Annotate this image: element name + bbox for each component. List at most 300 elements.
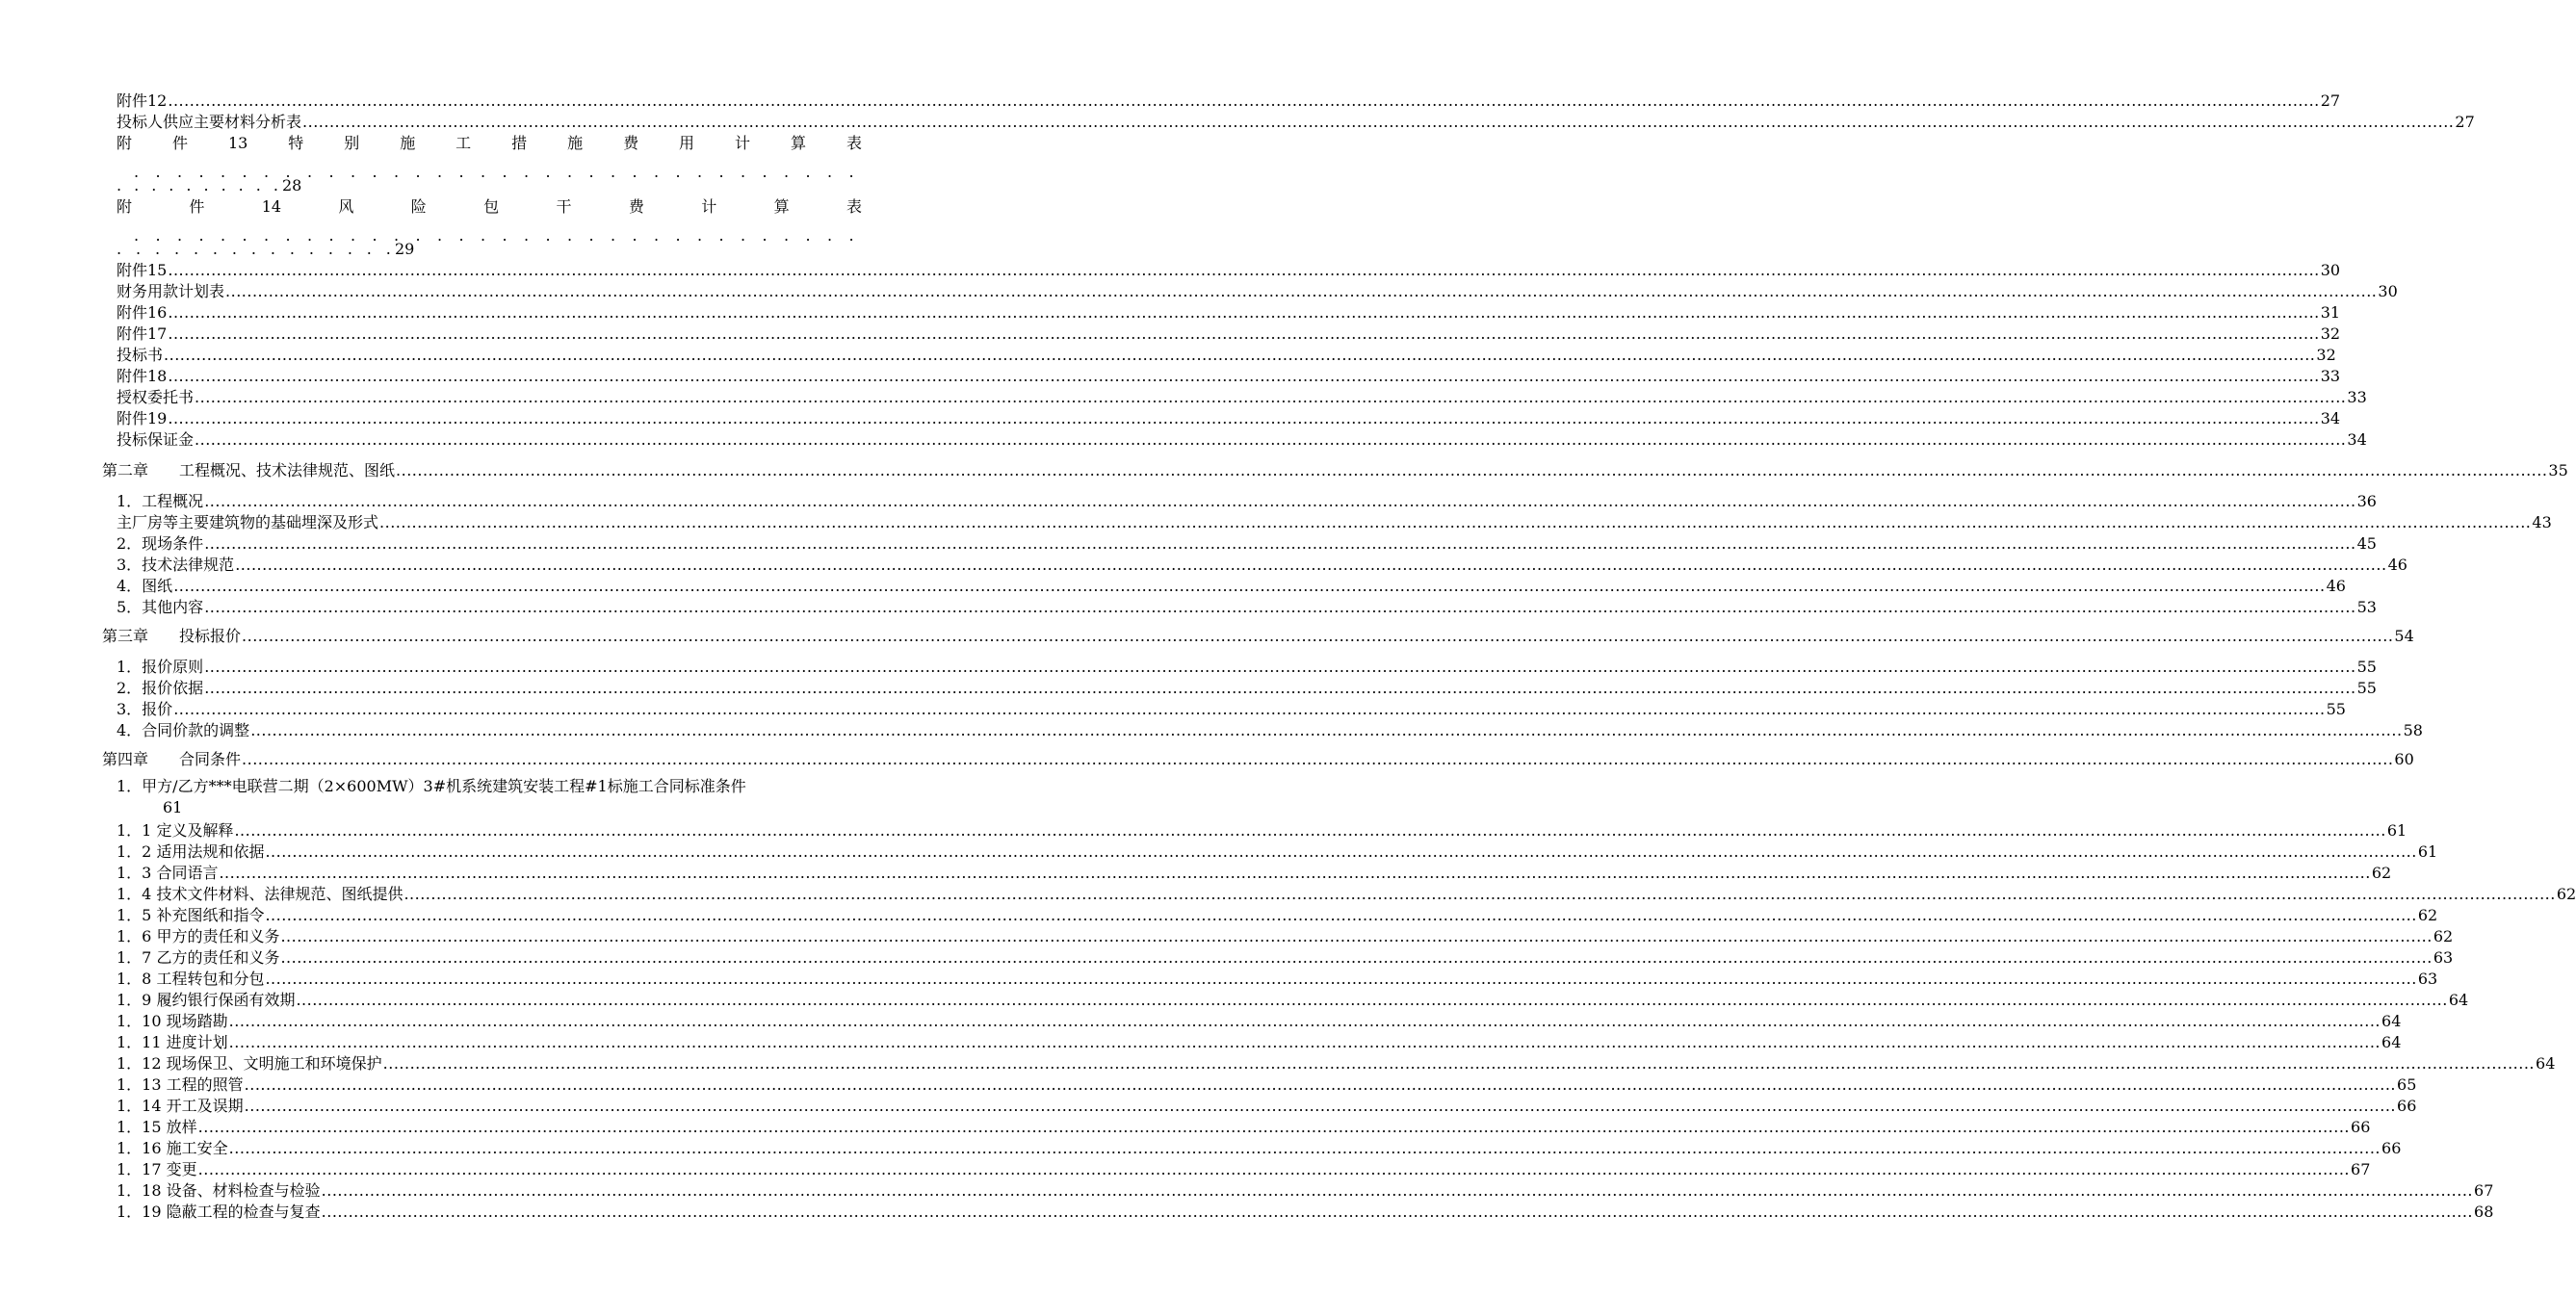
toc-title-char: 附 — [117, 134, 133, 152]
toc-entry-title: 1．11 进度计划 — [117, 1033, 228, 1051]
toc-page-number: 62 — [2556, 885, 2576, 903]
toc-entry-title: 附件15 — [117, 261, 168, 279]
toc-page-number: 62 — [2433, 927, 2454, 945]
leader-dot: . — [328, 226, 334, 245]
leader-dot: . — [762, 163, 768, 181]
leader-dot: . — [328, 163, 334, 181]
toc-entry-title: 附件18 — [117, 367, 168, 385]
toc-entry[interactable] — [117, 818, 2407, 840]
leader-dot: . — [502, 163, 507, 181]
leader-dot: . — [588, 163, 594, 181]
toc-page-number: 55 — [2356, 658, 2377, 676]
toc-entry-title[interactable]: 1．甲方/乙方***电联营二期（2×600MW）3#机系统建筑安装工程#1标施工合同标准条件 — [117, 777, 746, 795]
toc-entry-title: 1．6 甲方的责任和义务 — [117, 927, 280, 945]
toc-title-char: 费 — [623, 134, 639, 152]
leader-dot: . — [327, 240, 333, 258]
toc-entry-title: 5．其他内容 — [117, 598, 204, 616]
toc-leader-dots: ................................................................................................................................................................................................................................................................................................................................................................................................................ — [204, 492, 2356, 510]
toc-entry-title — [102, 628, 241, 645]
toc-page-number: 46 — [2326, 577, 2346, 595]
toc-title-char: 措 — [511, 134, 528, 152]
toc-page-number: 46 — [2387, 556, 2407, 574]
toc-chapter-entry[interactable] — [102, 747, 2414, 768]
leader-dot: . — [415, 226, 421, 245]
toc-page-number: 43 — [2532, 513, 2552, 531]
toc-chapter-title: 合同条件 — [179, 750, 242, 768]
toc-entry[interactable] — [117, 279, 2398, 300]
toc-leader-dots: ................................................................................................................................................................................................................................................................................................................................................................................................................ — [204, 598, 2356, 616]
toc-page-number: 34 — [2347, 430, 2367, 449]
leader-dot: . — [212, 240, 219, 258]
leader-dot: . — [154, 240, 161, 258]
toc-entry[interactable] — [117, 406, 2341, 427]
toc-leader-dots: ................................................................................................................................................................................................................................................................................................................................................................................................................ — [244, 1097, 2397, 1115]
toc-page-number: 61 — [163, 798, 183, 816]
toc-title-char: 别 — [344, 134, 360, 152]
toc-page-number: 30 — [2378, 282, 2398, 300]
toc-chapter-entry[interactable] — [102, 624, 2414, 645]
leader-dot: . — [155, 226, 161, 245]
toc-entry[interactable] — [117, 945, 2454, 967]
toc-entry[interactable] — [117, 322, 2341, 343]
toc-page-number: 62 — [2371, 864, 2392, 882]
toc-leader-dots: ................................................................................................................................................................................................................................................................................................................................................................................................................ — [173, 577, 2326, 595]
leader-dot: . — [567, 163, 573, 181]
leader-dot: . — [198, 163, 204, 181]
toc-entry-title: 4．合同价款的调整 — [117, 721, 250, 739]
toc-entry-title-justified[interactable] — [117, 194, 862, 216]
toc-leader-dots: ................................................................................................................................................................................................................................................................................................................................................................................................................ — [228, 1033, 2381, 1051]
toc-leader-dots: ................................................................................................................................................................................................................................................................................................................................................................................................................ — [168, 303, 2320, 322]
leader-dot: . — [437, 163, 443, 181]
toc-entry[interactable] — [117, 531, 2377, 553]
leader-dot: . — [588, 226, 594, 245]
toc-leader-dots: ................................................................................................................................................................................................................................................................................................................................................................................................................ — [228, 1012, 2381, 1030]
toc-entry[interactable] — [117, 1178, 2494, 1200]
toc-entry[interactable] — [117, 718, 2423, 739]
toc-leader-dots: ................................................................................................................................................................................................................................................................................................................................................................................................................ — [242, 627, 2394, 645]
toc-page-number: 64 — [2381, 1033, 2402, 1051]
toc-entry[interactable] — [117, 110, 2475, 131]
toc-page-number: 28 — [282, 176, 302, 194]
toc-entry-title: 投标书 — [117, 346, 164, 364]
toc-entry-title: 1．17 变更 — [117, 1160, 197, 1178]
leader-dot: . — [524, 226, 530, 245]
leader-dot: . — [675, 226, 681, 245]
toc-leader-dots: ................................................................................................................................................................................................................................................................................................................................................................................................................ — [321, 1203, 2474, 1221]
toc-page-number: 63 — [2417, 970, 2438, 988]
leader-dot: . — [117, 240, 122, 258]
leader-dot: . — [827, 226, 833, 245]
toc-entry[interactable] — [117, 1200, 2494, 1221]
leader-dot: . — [697, 226, 703, 245]
toc-entry[interactable] — [117, 343, 2336, 364]
toc-entry-title: 授权委托书 — [117, 388, 195, 406]
toc-entry-title: 1．19 隐蔽工程的检查与复查 — [117, 1203, 321, 1221]
toc-title-char: 件 — [171, 134, 188, 152]
toc-leader-dots: ................................................................................................................................................................................................................................................................................................................................................................................................................ — [265, 970, 2417, 988]
toc-entry-title: 3．技术法律规范 — [117, 556, 235, 574]
toc-entry-title: 1．4 技术文件材料、法律规范、图纸提供 — [117, 885, 403, 903]
toc-page-number: 36 — [2356, 492, 2377, 510]
toc-entry-title: 3．报价 — [117, 700, 173, 718]
toc-chapter-label: 第四章 — [102, 750, 149, 768]
leader-dot: . — [221, 163, 226, 181]
leader-dot: . — [718, 163, 724, 181]
toc-page-number: 32 — [2320, 324, 2341, 343]
toc-entry-title: 1．16 施工安全 — [117, 1139, 228, 1157]
toc-entry[interactable] — [117, 1136, 2402, 1157]
toc-page-number: 60 — [2394, 750, 2414, 768]
leader-dot: . — [285, 226, 291, 245]
leader-dot: . — [458, 163, 464, 181]
leader-dot: . — [458, 226, 464, 245]
toc-leader-dots: ................................................................................................................................................................................................................................................................................................................................................................................................................ — [173, 700, 2326, 718]
toc-chapter-title: 工程概况、技术法律规范、图纸 — [179, 461, 396, 479]
leader-dot: . — [848, 163, 854, 181]
toc-entry-title: 附件12 — [117, 91, 168, 110]
toc-entry[interactable] — [117, 427, 2367, 449]
leader-dot: . — [198, 226, 204, 245]
toc-chapter-entry[interactable] — [102, 458, 2568, 479]
leader-dot: . — [762, 226, 768, 245]
toc-page-number: 68 — [2474, 1203, 2494, 1221]
leader-dot: . — [697, 163, 703, 181]
toc-entry-title: 2．现场条件 — [117, 534, 204, 553]
leader-dot: . — [654, 226, 660, 245]
leader-dot: . — [289, 240, 295, 258]
toc-entry-title: 附件17 — [117, 324, 168, 343]
leader-dot: . — [134, 163, 140, 181]
toc-entry[interactable] — [117, 676, 2377, 697]
toc-leader-dots — [117, 173, 278, 194]
toc-entry[interactable] — [117, 924, 2454, 945]
toc-page-number: 30 — [2320, 261, 2341, 279]
toc-entry[interactable] — [117, 1051, 2556, 1073]
leader-dot: . — [117, 176, 122, 194]
toc-leader-dots: ................................................................................................................................................................................................................................................................................................................................................................................................................ — [280, 948, 2433, 967]
toc-entry-title — [102, 751, 241, 768]
toc-title-char: 计 — [701, 197, 717, 216]
leader-dot: . — [805, 226, 811, 245]
toc-entry[interactable] — [117, 574, 2346, 595]
leader-dot: . — [481, 226, 486, 245]
toc-title-char: 附 — [117, 197, 133, 216]
toc-leader-dots: ................................................................................................................................................................................................................................................................................................................................................................................................................ — [244, 1075, 2397, 1094]
toc-entry[interactable] — [117, 697, 2346, 718]
toc-leader-dots: ................................................................................................................................................................................................................................................................................................................................................................................................................ — [280, 927, 2433, 945]
toc-entry-title: 1．工程概况 — [117, 492, 204, 510]
leader-dot: . — [654, 163, 660, 181]
toc-leader-dots: ................................................................................................................................................................................................................................................................................................................................................................................................................ — [403, 885, 2556, 903]
leader-dot: . — [134, 176, 140, 194]
toc-entry-title: 1．5 补充图纸和指令 — [117, 906, 265, 924]
leader-dot: . — [264, 226, 270, 245]
toc-entry-title: 1．14 开工及误期 — [117, 1097, 244, 1115]
toc-title-char: 表 — [846, 134, 862, 152]
toc-entry[interactable] — [117, 595, 2377, 616]
toc-entry-title: 1．10 现场踏勘 — [117, 1012, 228, 1030]
toc-page-number: 27 — [2455, 113, 2475, 131]
toc-title-char: 施 — [400, 134, 416, 152]
toc-leader-dots: ................................................................................................................................................................................................................................................................................................................................................................................................................ — [228, 1139, 2381, 1157]
leader-dot: . — [155, 163, 161, 181]
leader-dot: . — [151, 176, 157, 194]
leader-dot: . — [270, 240, 275, 258]
leader-dot: . — [203, 176, 209, 194]
toc-title-char: 算 — [773, 197, 790, 216]
leader-dot: . — [238, 176, 244, 194]
toc-page-number: 61 — [2386, 821, 2407, 840]
toc-leader-dots: ................................................................................................................................................................................................................................................................................................................................................................................................................ — [204, 658, 2356, 676]
leader-dot: . — [264, 163, 270, 181]
toc-leader-dots: ................................................................................................................................................................................................................................................................................................................................................................................................................ — [302, 113, 2455, 131]
leader-dot: . — [221, 176, 226, 194]
leader-dot: . — [250, 240, 256, 258]
toc-entry[interactable] — [117, 967, 2438, 988]
toc-leader-dots: ................................................................................................................................................................................................................................................................................................................................................................................................................ — [250, 721, 2403, 739]
toc-entry-title: 财务用款计划表 — [117, 282, 225, 300]
toc-title-char: 施 — [567, 134, 584, 152]
toc-leader-dots: ................................................................................................................................................................................................................................................................................................................................................................................................................ — [164, 346, 2316, 364]
leader-dot: . — [255, 176, 261, 194]
leader-dot: . — [273, 176, 278, 194]
toc-entry[interactable] — [117, 553, 2407, 574]
toc-page-number: 31 — [2320, 303, 2341, 322]
leader-dot: . — [242, 226, 247, 245]
toc-entry[interactable] — [117, 489, 2377, 510]
toc-page-number: 35 — [2548, 461, 2568, 479]
toc-entry[interactable] — [117, 1115, 2371, 1136]
leader-dot: . — [675, 163, 681, 181]
leader-dot: . — [173, 240, 180, 258]
toc-page-number: 66 — [2381, 1139, 2402, 1157]
toc-leader-dots: ................................................................................................................................................................................................................................................................................................................................................................................................................ — [197, 1160, 2351, 1178]
leader-dot: . — [385, 240, 391, 258]
toc-title-char: 包 — [483, 197, 500, 216]
toc-entry[interactable] — [117, 258, 2341, 279]
toc-page-number: 27 — [2320, 91, 2341, 110]
toc-page-number: 54 — [2394, 627, 2414, 645]
toc-entry[interactable] — [117, 510, 2552, 531]
toc-entry[interactable] — [117, 89, 2341, 110]
toc-entry[interactable] — [117, 1157, 2371, 1178]
toc-page-number: 33 — [2320, 367, 2341, 385]
toc-entry[interactable] — [117, 300, 2341, 322]
leader-dot: . — [611, 163, 616, 181]
toc-leader-dots: ................................................................................................................................................................................................................................................................................................................................................................................................................ — [242, 750, 2394, 768]
toc-leader-dots: ................................................................................................................................................................................................................................................................................................................................................................................................................ — [204, 534, 2356, 553]
toc-entry-title: 投标保证金 — [117, 430, 195, 449]
leader-dot: . — [611, 226, 616, 245]
leader-dot: . — [718, 226, 724, 245]
toc-leader-dots: ................................................................................................................................................................................................................................................................................................................................................................................................................ — [168, 324, 2320, 343]
leader-dot: . — [524, 163, 530, 181]
leader-dot: . — [784, 163, 790, 181]
leader-dot: . — [805, 163, 811, 181]
leader-dot: . — [502, 226, 507, 245]
leader-dot: . — [784, 226, 790, 245]
toc-leader-dots: ................................................................................................................................................................................................................................................................................................................................................................................................................ — [195, 430, 2347, 449]
toc-leader-dots: ................................................................................................................................................................................................................................................................................................................................................................................................................ — [234, 821, 2386, 840]
toc-page-number: 65 — [2397, 1075, 2417, 1094]
toc-page-number: 55 — [2326, 700, 2346, 718]
toc-leader-dots: ................................................................................................................................................................................................................................................................................................................................................................................................................ — [195, 388, 2347, 406]
leader-dot: . — [741, 163, 746, 181]
toc-entry-title: 1．12 现场保卫、文明施工和环境保护 — [117, 1054, 382, 1073]
leader-dot: . — [372, 163, 377, 181]
toc-title-char: 件 — [189, 197, 205, 216]
toc-leader-dots: ................................................................................................................................................................................................................................................................................................................................................................................................................ — [197, 1118, 2351, 1136]
leader-dot: . — [632, 163, 637, 181]
toc-page-number: 33 — [2347, 388, 2367, 406]
toc-chapter-label: 第三章 — [102, 627, 149, 645]
leader-dot: . — [545, 226, 551, 245]
leader-dot: . — [415, 163, 421, 181]
leader-dot: . — [221, 226, 226, 245]
toc-entry-title: 附件19 — [117, 409, 168, 427]
toc-title-char: 计 — [735, 134, 751, 152]
toc-leader-dots: ................................................................................................................................................................................................................................................................................................................................................................................................................ — [296, 991, 2448, 1009]
toc-leader-dots: ................................................................................................................................................................................................................................................................................................................................................................................................................ — [168, 367, 2320, 385]
toc-title-char: 工 — [455, 134, 472, 152]
toc-entry[interactable] — [117, 861, 2392, 882]
toc-entry-title: 1．7 乙方的责任和义务 — [117, 948, 280, 967]
toc-entry[interactable] — [117, 903, 2438, 924]
toc-chapter-title: 投标报价 — [179, 627, 242, 645]
toc-leader-dots: ................................................................................................................................................................................................................................................................................................................................................................................................................ — [396, 461, 2548, 479]
toc-entry[interactable] — [117, 385, 2367, 406]
toc-entry-title-justified[interactable] — [117, 131, 862, 152]
toc-title-char: 干 — [556, 197, 572, 216]
toc-page-number: 67 — [2351, 1160, 2371, 1178]
leader-dot: . — [437, 226, 443, 245]
leader-dot: . — [135, 240, 142, 258]
leader-dot: . — [366, 240, 372, 258]
toc-title-char: 特 — [288, 134, 304, 152]
toc-page-number: 34 — [2320, 409, 2341, 427]
toc-page-number: 61 — [2417, 842, 2438, 861]
toc-entry[interactable] — [117, 1030, 2402, 1051]
toc-page-number: 58 — [2403, 721, 2423, 739]
toc-entry-title: 主厂房等主要建筑物的基础埋深及形式 — [117, 513, 379, 531]
toc-entry-title: 1．2 适用法规和依据 — [117, 842, 265, 861]
toc-entry-title: 4．图纸 — [117, 577, 173, 595]
toc-entry-title: 2．报价依据 — [117, 679, 204, 697]
toc-entry-title: 1．15 放样 — [117, 1118, 197, 1136]
toc-title-char: 风 — [338, 197, 354, 216]
toc-leader-dots: ................................................................................................................................................................................................................................................................................................................................................................................................................ — [265, 842, 2417, 861]
toc-chapter-label: 第二章 — [102, 461, 149, 479]
toc-entry[interactable] — [117, 1009, 2402, 1030]
toc-entry-title: 1．9 履约银行保函有效期 — [117, 991, 296, 1009]
toc-entry-title: 1．13 工程的照管 — [117, 1075, 244, 1094]
toc-leader-dots: ................................................................................................................................................................................................................................................................................................................................................................................................................ — [265, 906, 2417, 924]
toc-title-char: 费 — [628, 197, 644, 216]
toc-page-number: 64 — [2536, 1054, 2556, 1073]
leader-dot: . — [632, 226, 637, 245]
toc-page-number: 63 — [2433, 948, 2454, 967]
toc-page-number: 64 — [2448, 991, 2469, 1009]
toc-entry-title: 1．8 工程转包和分包 — [117, 970, 265, 988]
leader-dot: . — [177, 163, 183, 181]
toc-page-number: 67 — [2474, 1181, 2494, 1200]
toc-page-number: 45 — [2356, 534, 2377, 553]
leader-dot: . — [186, 176, 192, 194]
toc-leader-dots: ................................................................................................................................................................................................................................................................................................................................................................................................................ — [235, 556, 2387, 574]
toc-title-char: 13 — [227, 134, 248, 152]
toc-title-char: 险 — [410, 197, 427, 216]
toc-entry[interactable] — [117, 655, 2377, 676]
leader-dot: . — [177, 226, 183, 245]
toc-page-number: 62 — [2417, 906, 2438, 924]
toc-title-char: 14 — [261, 197, 282, 216]
leader-dot: . — [242, 163, 247, 181]
toc-page-number: 66 — [2351, 1118, 2371, 1136]
toc-entry[interactable] — [117, 1094, 2417, 1115]
toc-entry-title: 附件16 — [117, 303, 168, 322]
leader-dot: . — [545, 163, 551, 181]
toc-leader-dots: ................................................................................................................................................................................................................................................................................................................................................................................................................ — [168, 261, 2320, 279]
leader-dot: . — [351, 163, 356, 181]
toc-entry-title: 1．报价原则 — [117, 658, 204, 676]
toc-leader-dots: ................................................................................................................................................................................................................................................................................................................................................................................................................ — [321, 1181, 2474, 1200]
leader-dot: . — [169, 176, 174, 194]
leader-dot: . — [134, 226, 140, 245]
toc-leader-dots: ................................................................................................................................................................................................................................................................................................................................................................................................................ — [219, 864, 2371, 882]
toc-page-number: 66 — [2397, 1097, 2417, 1115]
leader-dot: . — [307, 163, 313, 181]
toc-page-number: 29 — [395, 240, 415, 258]
toc-leader-dots: ................................................................................................................................................................................................................................................................................................................................................................................................................ — [379, 513, 2532, 531]
toc-page-number: 32 — [2316, 346, 2336, 364]
toc-entry[interactable] — [117, 1073, 2417, 1094]
toc-title-char: 表 — [846, 197, 862, 216]
leader-dot: . — [307, 226, 313, 245]
toc-leader-dots: ................................................................................................................................................................................................................................................................................................................................................................................................................ — [225, 282, 2378, 300]
toc-entry-title — [102, 462, 395, 479]
toc-leader-dots: ................................................................................................................................................................................................................................................................................................................................................................................................................ — [382, 1054, 2536, 1073]
leader-dot: . — [351, 226, 356, 245]
toc-page-number: 53 — [2356, 598, 2377, 616]
toc-title-char: 算 — [790, 134, 806, 152]
toc-entry-title: 1．3 合同语言 — [117, 864, 219, 882]
toc-title-char: 用 — [679, 134, 695, 152]
toc-page-number: 64 — [2381, 1012, 2402, 1030]
leader-dot: . — [231, 240, 237, 258]
toc-entry-title: 1．1 定义及解释 — [117, 821, 234, 840]
leader-dot: . — [372, 226, 377, 245]
toc-entry[interactable] — [117, 840, 2438, 861]
leader-dot: . — [193, 240, 199, 258]
leader-dot: . — [848, 226, 854, 245]
toc-entry[interactable] — [117, 882, 2576, 903]
leader-dot: . — [347, 240, 352, 258]
toc-leader-dots: ................................................................................................................................................................................................................................................................................................................................................................................................................ — [168, 409, 2320, 427]
toc-page-number: 55 — [2356, 679, 2377, 697]
leader-dot: . — [827, 163, 833, 181]
leader-dot: . — [481, 163, 486, 181]
leader-dot: . — [394, 163, 400, 181]
leader-dot: . — [567, 226, 573, 245]
toc-leader-dots: ................................................................................................................................................................................................................................................................................................................................................................................................................ — [168, 91, 2320, 110]
toc-entry[interactable] — [117, 988, 2469, 1009]
leader-dot: . — [741, 226, 746, 245]
leader-dot: . — [394, 226, 400, 245]
toc-entry-title: 1．18 设备、材料检查与检验 — [117, 1181, 321, 1200]
leader-dot: . — [308, 240, 314, 258]
toc-entry[interactable] — [117, 364, 2341, 385]
